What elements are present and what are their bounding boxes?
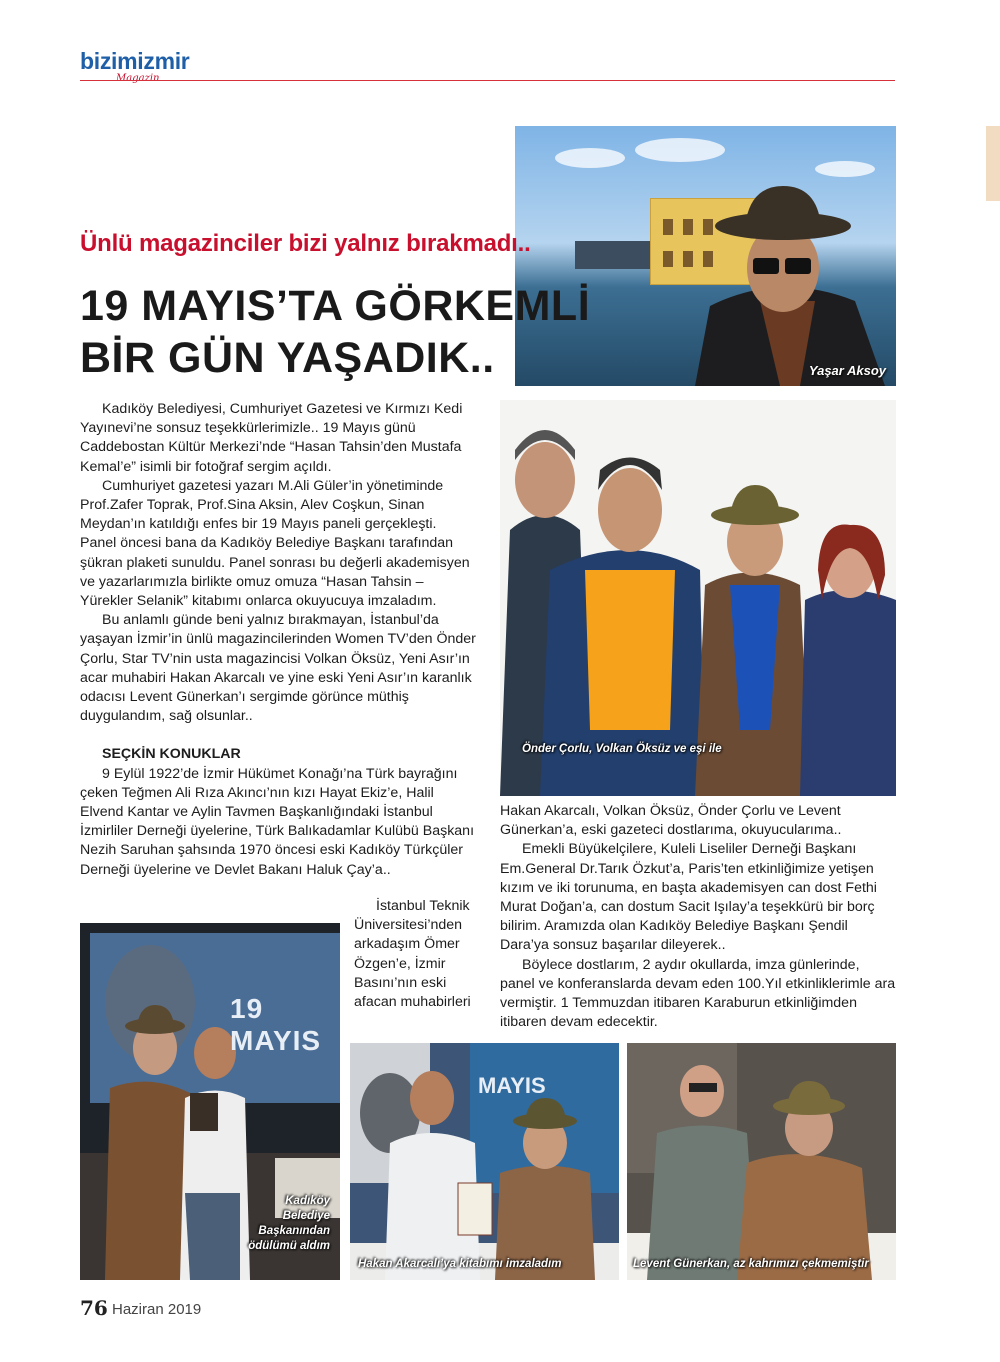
brand-name: bizimizmir: [80, 48, 190, 74]
award-photo-caption: Kadıköy Belediye Başkanından ödülümü aldım: [248, 1195, 330, 1252]
man-with-hat-figure: [665, 186, 895, 386]
paragraph-7: Emekli Büyükelçilere, Kuleli Liseliler Derneği Başkanı Em.General Dr.Tarık Özkut’a, Paris’ten etkinliğimize yetişen kızım ve iki torunuma, en başta akademisyen can dost Fethi Murat Doğan’a, can dostum Sacit Işılay’a teşekkürü bir borç bilirim. Aramızda olan Kadıköy Belediye Başkanı Şendil Dara’ya sonsuz başarılar dileyerek..: [500, 841, 877, 954]
issue-date: Haziran 2019: [112, 1301, 202, 1318]
headline-line-2: BİR GÜN YAŞADIK..: [80, 334, 495, 382]
paragraph-3: Bu anlamlı günde beni yalnız bırakmayan, İstanbul’da yaşayan İzmir’in ünlü magazincilerinden Women TV’den Önder Çorlu, Star TV’nin usta magazincisi Volkan Öksüz, Yeni Asır’ın acar muhabiri Hakan Akarcalı ve yine eski Yeni Asır’ın karanlık odacısı Levent Günerkan’ı sergimde görünce müthiş duygulandım, sağ olsunlar..: [80, 612, 476, 725]
right-column: [500, 802, 896, 1032]
group-photo: [500, 400, 896, 796]
header-divider: [80, 80, 895, 81]
signing-banner-text: MAYIS: [478, 1073, 546, 1098]
levent-photo: [627, 1043, 896, 1280]
narrow-column: [354, 897, 478, 1012]
headline-line-1: 19 MAYIS’TA GÖRKEMLİ: [80, 282, 591, 330]
page-number: 76: [80, 1296, 108, 1320]
page-edge-tab: [986, 126, 1000, 201]
brand-subtitle: Magazin: [116, 73, 160, 84]
paragraph-5: İstanbul Teknik Üniversitesi’nden arkadaşım Ömer Özgen’e, İzmir Basını’nın eski afacan muhabirleri: [354, 898, 471, 1011]
paragraph-2: Cumhuriyet gazetesi yazarı M.Ali Güler’in yönetiminde Prof.Zafer Toprak, Prof.Sina Aksin, Alev Coşkun, Sinan Meydan’ın katıldığı enfes bir 19 Mayıs paneli gerçekleşti. Panel öncesi bana da Kadıköy Belediye Başkanı tarafından şükran plaketi sunuldu. Panel sonrası bu değerli akademisyen ve yazarlarımızla birlikte omuz omuza “Hasan Tahsin – Yürekler Selanik” kitabımı onlarca okuyucuya imzaladım.: [80, 477, 470, 610]
article-kicker: Ünlü magazinciler bizi yalnız bırakmadı..: [80, 230, 531, 257]
left-column: [80, 400, 476, 880]
section-subhead: SEÇKİN KONUKLAR: [102, 746, 241, 763]
signing-photo: [350, 1043, 619, 1280]
award-photo: [80, 923, 340, 1280]
group-photo-caption: Önder Çorlu, Volkan Öksüz ve eşi ile: [522, 743, 722, 755]
article-headline: [80, 280, 590, 384]
paragraph-1: Kadıköy Belediyesi, Cumhuriyet Gazetesi ve Kırmızı Kedi Yayınevi’ne sonsuz teşekkürlerimizle.. 19 Mayıs günü Caddebostan Kültür Merkezi’nde “Hasan Tahsin’den Mustafa Kemal’e” isimli bir fotoğraf sergim açıldı.: [80, 401, 463, 475]
award-screen-title: 19 MAYIS: [230, 993, 322, 1056]
hero-caption: Yaşar Aksoy: [808, 363, 886, 378]
paragraph-4: 9 Eylül 1922’de İzmir Hükümet Konağı’na Türk bayrağını çeken Teğmen Ali Rıza Akıncı’nın kızı Hayat Ekiz’e, Halil Elvend Kantar ve Aylin Tavmen Başkanlığındaki İstanbul İzmirliler Derneği üyelerine, Türk Balıkadamlar Kulübü Başkanı Nezih Saruhan şahsında 1970 öncesi eski Kadıköy Türkçüler Derneği üyelerine ve Devlet Bakanı Haluk Çay’a..: [80, 765, 475, 878]
paragraph-8: Böylece dostlarım, 2 aydır okullarda, imza günlerinde, panel ve konferanslarda devam eden 100.Yıl etkinliklerimle ara vermiştir. 1 Temmuzdan itibaren Karaburun etkinliğimden itibaren devam edecektir.: [500, 956, 896, 1031]
signing-photo-caption: Hakan Akarcalı’ya kitabımı imzaladım: [358, 1258, 562, 1270]
brand-logo: [80, 48, 189, 84]
paragraph-6: Hakan Akarcalı, Volkan Öksüz, Önder Çorlu ve Levent Günerkan’a, eski gazeteci dostlarıma, okuyucularıma..: [500, 803, 842, 839]
levent-photo-caption: Levent Günerkan, az kahrımızı çekmemiştir: [633, 1258, 869, 1270]
